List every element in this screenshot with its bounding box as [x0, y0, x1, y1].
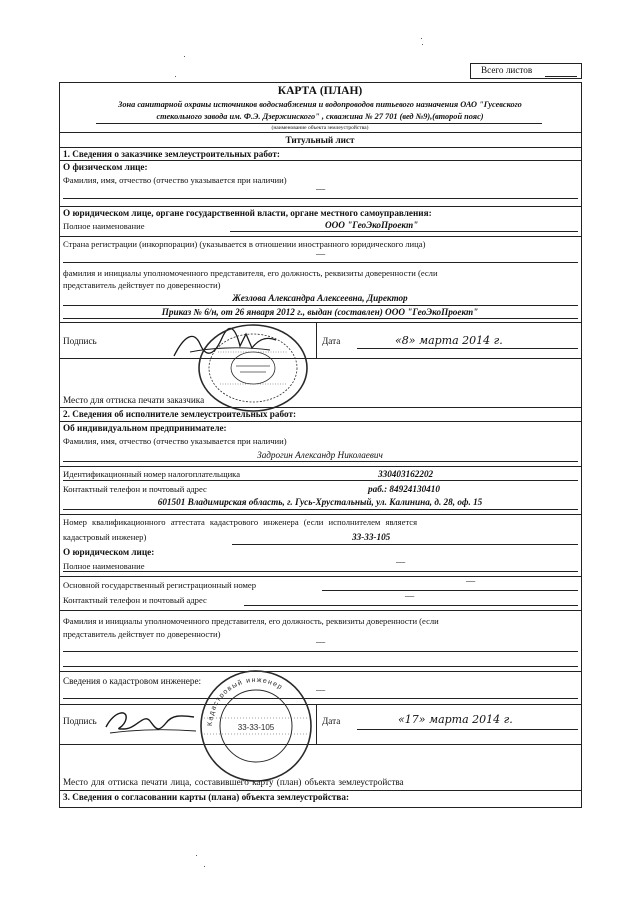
s2-rep-label-line2: представитель действует по доверенности) [63, 629, 221, 639]
s2-fio-label: Фамилия, имя, отчество (отчество указывается при наличии) [63, 436, 287, 446]
s2-address-value: 601501 Владимирская область, г. Гусь-Хрустальный, ул. Калинина, д. 28, оф. 15 [157, 497, 483, 507]
s2-full-name-label: Полное наименование [63, 561, 145, 571]
s2-ogrn-value: — [466, 576, 476, 586]
s2-phone-value: раб.: 84924130410 [368, 484, 440, 494]
s1-full-name-value: ООО "ГеоЭкоПроект" [325, 220, 419, 230]
s1-signature-label: Подпись [63, 336, 97, 346]
s2-signature-label: Подпись [63, 716, 97, 726]
s1-rep-label-line2: представитель действует по доверенности) [63, 280, 221, 290]
section3-heading: 3. Сведения о согласовании карты (плана) объекта землеустройства: [63, 792, 350, 802]
s2-date-value: «17» марта 2014 г. [398, 713, 513, 726]
customer-stamp [196, 322, 310, 414]
s1-fio-label: Фамилия, имя, отчество (отчество указывается при наличии) [63, 175, 287, 185]
s2-full-name-value: — [396, 557, 406, 567]
s1-date-label: Дата [322, 336, 341, 346]
total-sheets-label: Всего листов [481, 65, 533, 75]
s2-ogrn-label: Основной государственный регистрационный номер [63, 580, 257, 590]
engineer-signature [100, 705, 200, 739]
s2-inn-value: 330403162202 [378, 469, 434, 479]
s1-country-label: Страна регистрации (инкорпорации) (указывается в отношении иностранного юридического лица) [63, 239, 426, 249]
stamp-ring-text: Кадастровый инженер [206, 676, 284, 727]
s1-full-name-label: Полное наименование [63, 221, 145, 231]
s1-fio-value: — [316, 184, 326, 194]
s2-cert-label-line1: Номер квалификационного аттестата кадастрового инженера (если исполнителем является [63, 517, 418, 527]
stamp-number: 33-33-105 [237, 723, 275, 732]
s2-legal-entity: О юридическом лице: [63, 547, 155, 557]
s2-cert-label-line2: кадастровый инженер) [63, 532, 147, 542]
s2-rep-value: — [316, 637, 326, 647]
object-name-line1: Зона санитарной охраны источников водоснабжения и водопроводов питьевого назначения ОАО "Гусевского [118, 100, 522, 109]
s1-rep-value1: Жезлова Александра Алексеевна, Директор [232, 293, 408, 303]
object-caption: (наименование объекта землеустройства) [271, 125, 369, 131]
s2-phone2-label: Контактный телефон и почтовый адрес [63, 595, 207, 605]
s2-individual: Об индивидуальном предпринимателе: [63, 423, 227, 433]
object-name-line2: стекольного завода им. Ф.Э. Дзержинского" , скважина № 27 701 (вед №9),(второй пояс) [156, 112, 484, 121]
s1-rep-label-line1: фамилия и инициалы уполномоченного представителя, его должность, реквизиты доверенности (если [63, 268, 438, 278]
s2-phone2-value: — [405, 591, 415, 601]
s1-rep-value2: Приказ № 6/н, от 26 января 2012 г., выдан (составлен) ООО "ГеоЭкоПроект" [161, 307, 479, 317]
s2-date-label: Дата [322, 716, 341, 726]
sheet-type: Титульный лист [285, 135, 355, 145]
section2-heading: 2. Сведения об исполнителе землеустроительных работ: [63, 409, 297, 419]
s2-cert-value: 33-33-105 [352, 532, 391, 542]
s2-stamp-place: Место для оттиска печати лица, составившего карту (план) объекта землеустройства [63, 777, 404, 787]
s1-legal-entity: О юридическом лице, органе государственной власти, органе местного самоуправления: [63, 208, 432, 218]
engineer-stamp [196, 668, 316, 784]
s1-physical-person: О физическом лице: [63, 162, 148, 172]
s2-phone-label: Контактный телефон и почтовый адрес [63, 484, 207, 494]
s1-country-value: — [316, 249, 326, 259]
svg-text:Кадастровый инженер [207, 677, 284, 726]
s2-cadastral-label: Сведения о кадастровом инженере: [63, 676, 202, 686]
s1-stamp-place: Место для оттиска печати заказчика [63, 395, 205, 405]
s2-cadastral-value: — [316, 685, 326, 695]
s1-date-value: «8» марта 2014 г. [395, 334, 503, 347]
page-title: КАРТА (ПЛАН) [277, 85, 363, 97]
s2-inn-label: Идентификационный номер налогоплательщика [63, 469, 241, 479]
s2-rep-label-line1: Фамилия и инициалы уполномоченного представителя, его должность, реквизиты доверенности (если [63, 616, 439, 626]
section1-heading: 1. Сведения о заказчике землеустроительных работ: [63, 149, 280, 159]
s2-fio-value: Задрогин Александр Николаевич [257, 450, 383, 460]
